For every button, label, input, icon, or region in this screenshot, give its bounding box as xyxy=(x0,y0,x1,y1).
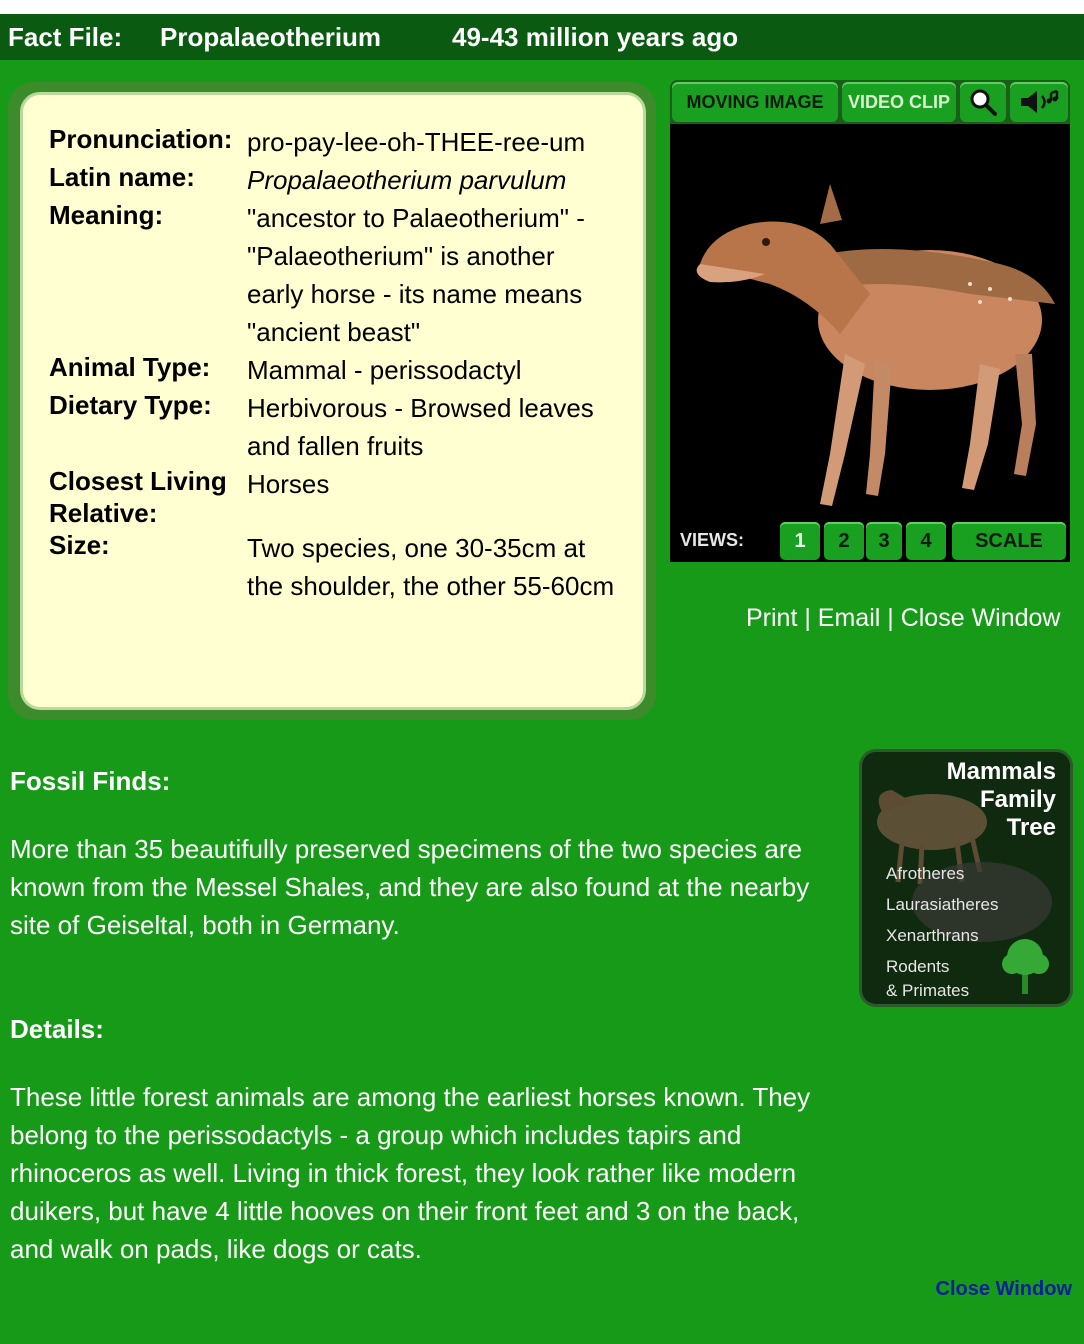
zoom-button[interactable] xyxy=(960,82,1006,122)
tab-moving-image[interactable]: MOVING IMAGE xyxy=(672,82,838,122)
fact-label: Latin name: xyxy=(49,162,195,192)
fact-file-header xyxy=(0,14,1084,60)
family-tree-title xyxy=(947,758,1056,842)
link-separator: | xyxy=(880,604,901,632)
view-2-button[interactable]: 2 xyxy=(824,522,864,560)
fact-value: Propalaeotherium parvulum xyxy=(247,165,567,195)
views-bar xyxy=(670,518,1070,562)
view-1-button[interactable]: 1 xyxy=(780,522,820,560)
animal-viewer xyxy=(670,80,1070,562)
views-label: VIEWS: xyxy=(680,530,745,550)
fact-row-size xyxy=(49,529,629,605)
fact-value: "ancestor to Palaeotherium" - "Palaeotherium" is another early horse - its name means "ancient beast" xyxy=(247,203,585,347)
viewer-tabs xyxy=(670,80,1070,124)
sound-button[interactable] xyxy=(1010,82,1068,122)
email-link[interactable]: Email xyxy=(817,604,881,632)
close-window-bottom-link[interactable]: Close Window xyxy=(935,1278,1072,1300)
fact-row-dietary-type xyxy=(49,389,629,465)
view-4-button[interactable]: 4 xyxy=(906,522,946,560)
tree-item-afrotheres: Afrotheres xyxy=(886,864,965,883)
tree-item-primates: & Primates xyxy=(886,981,970,1000)
fact-row-animal-type xyxy=(49,351,629,389)
fossil-finds-text: More than 35 beautifully preserved specimens of the two species are known from the Messel Shales, and they are also found at the nearby site of Geiseltal, both in Germany. xyxy=(10,834,810,940)
fact-value: Herbivorous - Browsed leaves and fallen fruits xyxy=(247,393,594,461)
fact-label: Dietary Type: xyxy=(49,390,212,420)
tree-title-line: Tree xyxy=(1006,814,1056,841)
fact-row-closest-relative xyxy=(49,465,629,529)
fact-label: Animal Type: xyxy=(49,352,211,382)
action-links xyxy=(746,604,1076,633)
magnifier-icon xyxy=(968,87,998,117)
animal-name: Propalaeotherium xyxy=(160,22,382,52)
fact-row-meaning xyxy=(49,199,629,351)
tree-item-laurasiatheres: Laurasiatheres xyxy=(886,895,999,914)
fact-box xyxy=(8,82,656,720)
fact-value: pro-pay-lee-oh-THEE-ree-um xyxy=(247,127,586,157)
fact-list xyxy=(49,123,629,605)
tab-video-clip[interactable]: VIDEO CLIP xyxy=(842,82,956,122)
details-text: These little forest animals are among the earliest horses known. They belong to the perissodactyls - a group which includes tapirs and rhinoceros as well. Living in thick forest, they look rather like modern duikers, but have 4 little hooves on their front feet and 3 on the back, and walk on pads, like dogs or cats. xyxy=(10,1082,811,1264)
print-link[interactable]: Print xyxy=(746,604,798,632)
fact-row-latin-name xyxy=(49,161,629,199)
fact-label: Meaning: xyxy=(49,200,164,230)
tree-title-line: Mammals xyxy=(946,758,1056,785)
close-window-link[interactable]: Close Window xyxy=(900,604,1061,632)
fact-label: Size: xyxy=(49,530,110,560)
details-heading: Details: xyxy=(10,1014,104,1044)
link-separator: | xyxy=(797,604,818,632)
scale-button[interactable]: SCALE xyxy=(952,522,1066,560)
tree-icon xyxy=(1002,939,1049,994)
speaker-icon xyxy=(1017,87,1061,117)
fact-label: Closest Living Relative: xyxy=(49,466,227,528)
fact-file-label: Fact File: xyxy=(8,22,123,52)
time-period: 49-43 million years ago xyxy=(452,22,739,52)
tree-item-rodents: Rodents xyxy=(886,957,950,976)
fossil-finds-heading: Fossil Finds: xyxy=(10,766,171,796)
tree-item-xenarthrans: Xenarthrans xyxy=(886,926,979,945)
family-tree-groups xyxy=(886,858,998,1000)
fact-row-pronunciation xyxy=(49,123,629,161)
mammals-family-tree-link[interactable] xyxy=(862,752,1070,1004)
fact-box-panel xyxy=(20,92,646,710)
propalaeotherium-image xyxy=(670,124,1070,518)
fact-value: Mammal - perissodactyl xyxy=(247,355,522,385)
fact-value: Horses xyxy=(247,469,330,499)
fact-value: Two species, one 30-35cm at the shoulder, the other 55-60cm xyxy=(247,533,615,601)
fact-label: Pronunciation: xyxy=(49,124,233,154)
tree-title-line: Family xyxy=(979,786,1056,813)
view-3-button[interactable]: 3 xyxy=(866,522,902,560)
